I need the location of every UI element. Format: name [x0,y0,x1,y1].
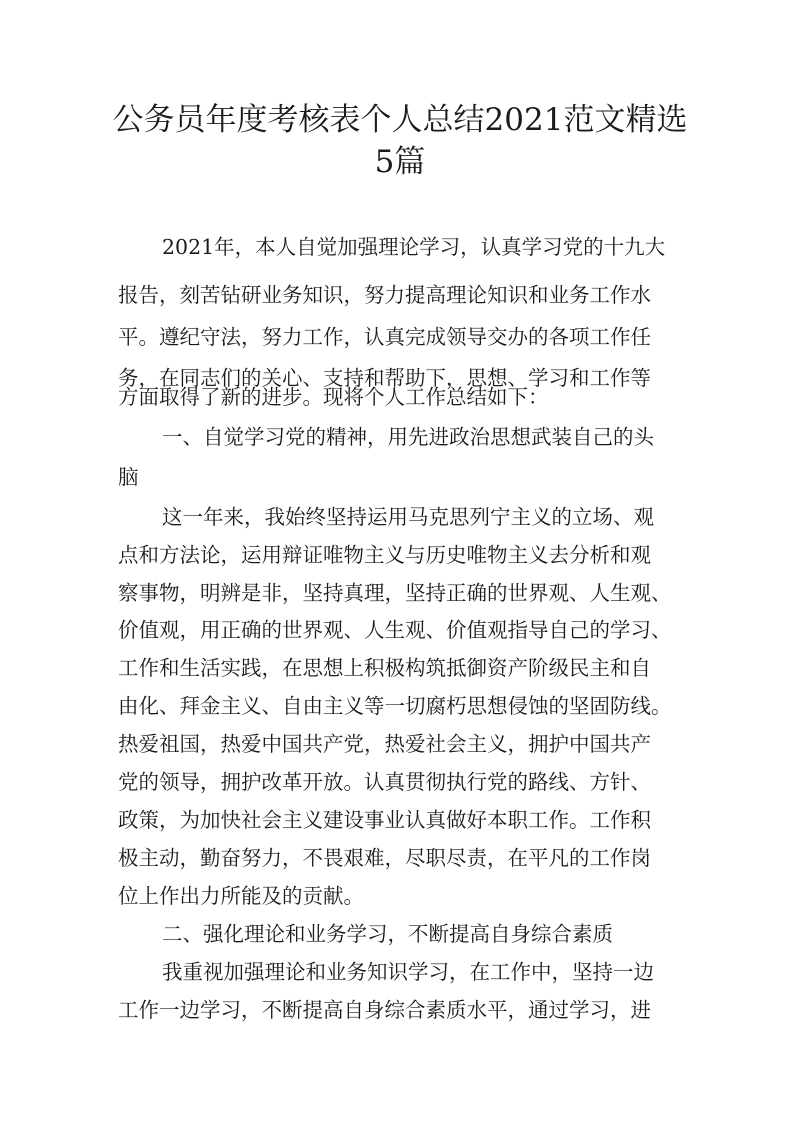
section-heading-line: 二、强化理论和业务学习，不断提高自身综合素质 [162,922,613,946]
paragraph-line: 务，在同志们的关心、支持和帮助下，思想、学习和工作等 [118,366,651,390]
paragraph-line: 平。遵纪守法，努力工作，认真完成领导交办的各项工作任 [118,325,651,349]
paragraph-line: 点和方法论，运用辩证唯物主义与历史唯物主义去分析和观 [118,543,651,567]
paragraph-line: 我重视加强理论和业务知识学习，在工作中，坚持一边 [162,960,654,984]
paragraph-line: 方面取得了新的进步。现将个人工作总结如下： [118,385,549,409]
document-title-line-2: 5篇 [374,144,426,180]
section-heading-line: 一、自觉学习党的精神，用先进政治思想武装自己的头 [162,425,654,449]
paragraph-line: 价值观，用正确的世界观、人生观、价值观指导自己的学习、 [118,618,672,642]
paragraph-line: 工作和生活实践，在思想上积极构筑抵御资产阶级民主和自 [118,656,651,680]
paragraph-line: 察事物，明辨是非，坚持真理，坚持正确的世界观、人生观、 [118,581,672,605]
paragraph-line: 热爱祖国，热爱中国共产党，热爱社会主义，拥护中国共产 [118,732,651,756]
paragraph-line: 这一年来，我始终坚持运用马克思列宁主义的立场、观 [162,505,654,529]
paragraph-line: 位上作出力所能及的贡献。 [118,884,364,908]
paragraph-line: 工作一边学习，不断提高自身综合素质水平，通过学习，进 [118,998,651,1022]
paragraph-line: 2021年，本人自觉加强理论学习，认真学习党的十九大 [162,235,666,259]
paragraph-line: 党的领导，拥护改革开放。认真贯彻执行党的路线、方针、 [118,770,651,794]
paragraph-line: 报告，刻苦钻研业务知识，努力提高理论知识和业务工作水 [118,283,651,307]
paragraph-line: 政策，为加快社会主义建设事业认真做好本职工作。工作积 [118,808,651,832]
paragraph-line: 极主动，勤奋努力，不畏艰难，尽职尽责，在平凡的工作岗 [118,846,651,870]
paragraph-line: 由化、拜金主义、自由主义等一切腐朽思想侵蚀的坚固防线。 [118,694,672,718]
document-title-line-1: 公务员年度考核表个人总结2021范文精选 [112,102,688,138]
section-heading-line: 脑 [118,465,139,489]
